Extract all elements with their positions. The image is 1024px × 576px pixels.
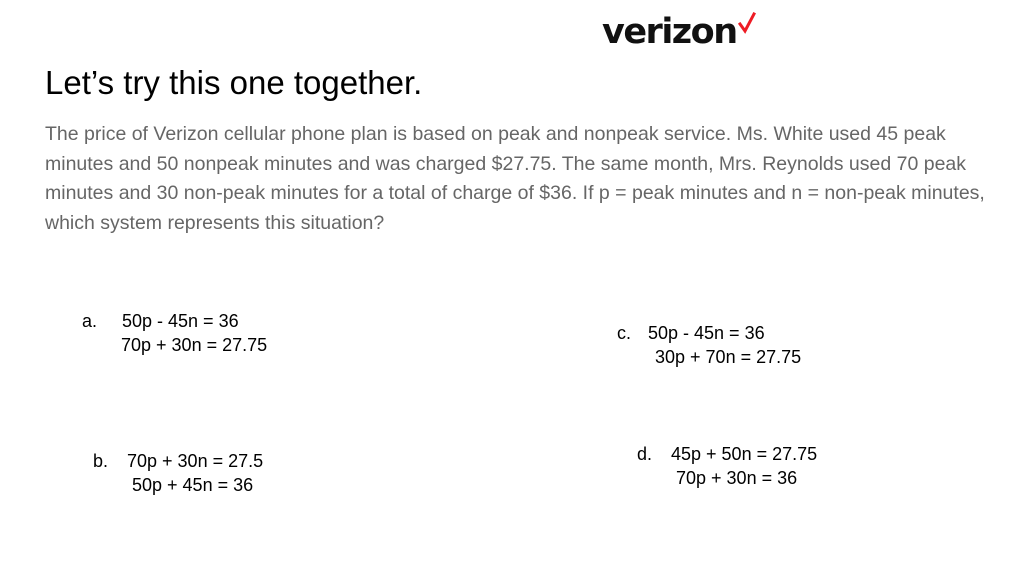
checkmark-icon bbox=[738, 12, 756, 34]
equation-1: 45p + 50n = 27.75 bbox=[671, 444, 818, 464]
choice-letter: d. bbox=[637, 444, 653, 464]
choice-letter: c. bbox=[617, 323, 632, 343]
equation-1: 70p + 30n = 27.5 bbox=[127, 451, 264, 471]
equation-2: 30p + 70n = 27.75 bbox=[655, 347, 802, 367]
slide-title: Let’s try this one together. bbox=[45, 64, 423, 101]
choice-b bbox=[93, 449, 263, 497]
choice-c bbox=[617, 321, 801, 369]
choice-d bbox=[637, 442, 817, 490]
equation-2: 70p + 30n = 36 bbox=[676, 468, 798, 488]
equation-2: 50p + 45n = 36 bbox=[132, 475, 254, 495]
logo-wordmark: verizon bbox=[602, 12, 737, 52]
choice-a bbox=[82, 309, 267, 357]
verizon-logo bbox=[602, 10, 756, 54]
choice-letter: b. bbox=[93, 451, 109, 471]
problem-text: The price of Verizon cellular phone plan is based on peak and nonpeak service. Ms. White used 45 peak minutes and 50 nonpeak minutes and was charged $27.75. The same month, Mrs. Reynolds used 70 peak minutes and 30 non-peak minutes for a total of charge of $36. If p = peak minutes and n = non-peak minutes, which system represents this situation? bbox=[45, 123, 985, 234]
equation-1: 50p - 45n = 36 bbox=[648, 323, 765, 343]
choice-letter: a. bbox=[82, 311, 98, 331]
equation-2: 70p + 30n = 27.75 bbox=[121, 335, 268, 355]
equation-1: 50p - 45n = 36 bbox=[122, 311, 239, 331]
